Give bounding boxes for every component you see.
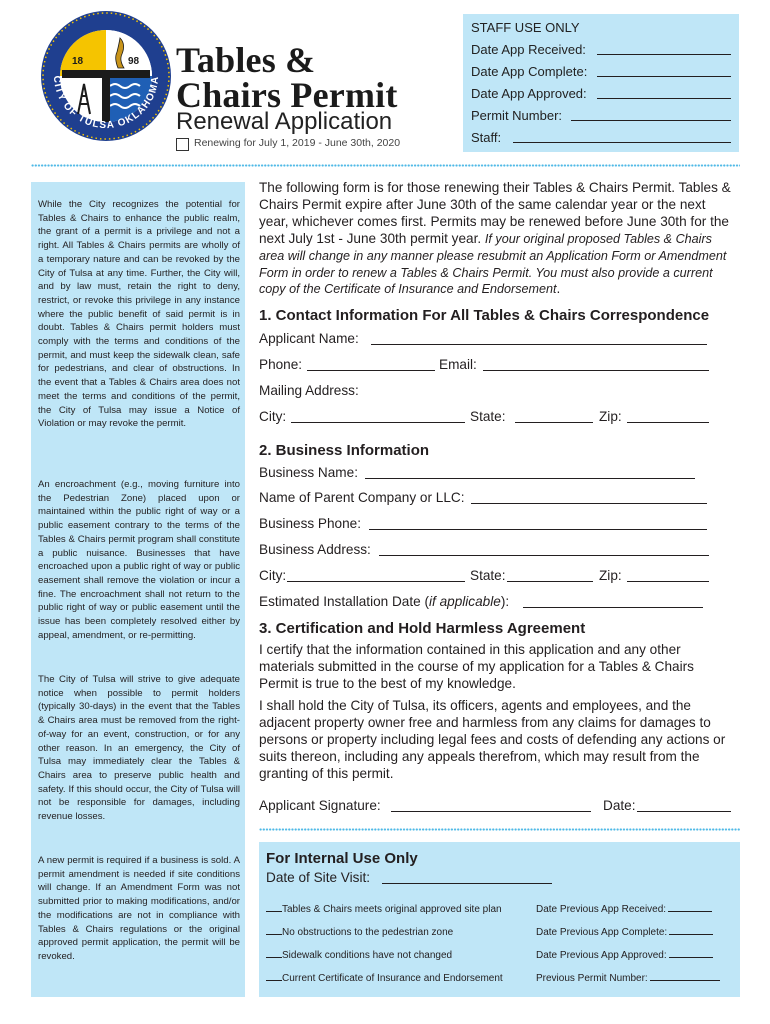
internal-dotted-divider: [259, 827, 740, 832]
business-name-field: [259, 465, 714, 483]
zip-line[interactable]: [627, 409, 709, 423]
staff-field-line[interactable]: [597, 42, 731, 55]
signature-date-line[interactable]: [637, 798, 731, 812]
business-state-line[interactable]: [507, 568, 593, 582]
certification-paragraph: I certify that the information contained in this application and any other materials submitted in the course of my application for a Tables & Chairs Permit is true to the best of my knowledge.: [259, 642, 694, 691]
section-2-title: 2. Business Information: [259, 442, 430, 459]
check-line[interactable]: [266, 934, 282, 935]
install-date-italic: if applicable: [429, 594, 501, 609]
staff-field-label: Permit Number:: [471, 108, 563, 123]
field-label: Date:: [603, 798, 636, 813]
field-label: Business Address:: [259, 542, 371, 557]
parent-company-line[interactable]: [471, 490, 707, 504]
site-visit-field: [266, 870, 556, 888]
field-label: Zip:: [599, 568, 622, 583]
staff-field-label: Date App Approved:: [471, 86, 587, 101]
staff-field-line[interactable]: [571, 108, 731, 121]
field-label: Date of Site Visit:: [266, 870, 371, 885]
applicant-name-field: [259, 331, 714, 349]
sidebar-paragraph-notice: The City of Tulsa will strive to give adequate notice when possible to permit holders (typically 30-days) in the event that the Tables & Chairs area must be removed from the right-of-way for an event, construction, or for any other reason. In an emergency, the City of Tulsa may immediately clear the Tables & Chairs area to preserve public health and safety. If this should occur, the City of Tulsa will not be responsible for damages, including revenue losses.: [38, 674, 240, 823]
signature-line[interactable]: [391, 798, 591, 812]
field-label: Business Name:: [259, 465, 358, 480]
check-site-plan: [266, 904, 502, 915]
check-no-obstructions: [266, 927, 453, 938]
seal-year-right: 98: [128, 56, 140, 67]
prev-line[interactable]: [669, 934, 713, 935]
field-label: State:: [470, 409, 506, 424]
intro-italic-note: If your original proposed Tables & Chairs area will change in any manner please resubmit an Application Form or Amendment Form in order to renew a Tables & Chairs Permit. You must also provide a current copy of the Certificate of Insurance and Endorsement: [259, 231, 727, 297]
business-zip-line[interactable]: [627, 568, 709, 582]
prev-label: Date Previous App Complete:: [536, 927, 668, 938]
internal-title: For Internal Use Only: [266, 850, 418, 867]
field-label: State:: [470, 568, 506, 583]
prev-label: Previous Permit Number:: [536, 973, 648, 984]
staff-field-line[interactable]: [513, 130, 731, 143]
title-line-2: Chairs Permit: [176, 75, 398, 115]
field-label: City:: [259, 409, 287, 424]
staff-field-line[interactable]: [597, 64, 731, 77]
field-label: Phone:: [259, 357, 303, 372]
staff-heading: STAFF USE ONLY: [471, 20, 580, 35]
hold-harmless-paragraph: I shall hold the City of Tulsa, its officers, agents and employees, and the adjacent property owner free and harmless from any claims for damages to persons or property including legal fees and costs of defending any actions or suits thereon, including any appeals therefrom, which may result from the granting of this permit.: [259, 698, 726, 781]
business-phone-field: [259, 516, 714, 534]
section-1-title: 1. Contact Information For All Tables & Chairs Correspondence: [259, 307, 710, 324]
prev-app-complete: [536, 927, 713, 938]
applicant-name-line[interactable]: [371, 331, 707, 345]
staff-field-received: [471, 42, 731, 57]
staff-field-label: Date App Received:: [471, 42, 586, 57]
check-sidewalk: [266, 950, 452, 961]
check-line[interactable]: [266, 980, 282, 981]
field-label: Applicant Signature:: [259, 798, 381, 813]
prev-label: Date Previous App Approved:: [536, 950, 667, 961]
installation-date-field: [259, 594, 714, 612]
check-label: Sidewalk conditions have not changed: [282, 950, 453, 961]
prev-permit-number: [536, 973, 720, 984]
city-of-tulsa-seal-logo: [40, 10, 172, 142]
sidebar-paragraph-encroachment: An encroachment (e.g., moving furniture into the Pedestrian Zone) placed upon or maintained within the public right of way or a public easement contrary to the terms of the Tables & Chairs permit program shall constitute a public nuisance. Businesses that have encroached upon a public right of way or public easement shall remove the violation or incur a fine. The encroachment shall not return to the public right of way or public easement until the issue has been completely resolved either by appeal, amendment, or re-permitting.: [38, 479, 240, 641]
check-insurance: [266, 973, 503, 984]
subtitle: Renewal Application: [176, 108, 393, 135]
sidebar-paragraph-privilege: While the City recognizes the potential for Tables & Chairs to enhance the public realm, the grant of a permit is a privilege and not a right. All Tables & Chairs permits are wholly of a temporary nature and can be revoked by the City of Tulsa at any time. Further, the City will, and by law must, retain the right to deny, restrict, or revoke this privilege in any instance where the public benefit of said permit is in doubt. Tables & Chairs permit holders must comply with the terms and conditions of the permit, and must keep the sidewalk clean, safe for pedestrians, and clear of obstructions. In the event that a Tables & Chairs area does not meet the terms and conditions of the permit, the City of Tulsa may issue a Notice of Violation or may revoke the permit.: [38, 199, 240, 430]
installation-date-line[interactable]: [523, 594, 703, 608]
phone-line[interactable]: [307, 357, 435, 371]
city-state-zip-field: [259, 409, 714, 427]
field-label: Business Phone:: [259, 516, 362, 531]
business-city-line[interactable]: [287, 568, 465, 582]
site-visit-line[interactable]: [382, 870, 552, 884]
intro-paragraph: [259, 180, 735, 298]
prev-line[interactable]: [668, 911, 712, 912]
field-label: Zip:: [599, 409, 622, 424]
staff-field-label: Staff:: [471, 130, 502, 145]
title-line-1: Tables &: [176, 40, 316, 80]
terms-sidebar: [31, 182, 245, 997]
check-line[interactable]: [266, 911, 282, 912]
field-label: City:: [259, 568, 287, 583]
internal-use-box: [259, 842, 740, 997]
prev-line[interactable]: [650, 980, 720, 981]
email-line[interactable]: [483, 357, 709, 371]
intro-text: The following form is for those renewing their Tables & Chairs Permit. Tables & Chairs Permit expire after June 30th of the same calendar year or the next year, whichever comes first. Permits may be renewed before June 30th for the next July 1st - June 30th permit year.: [259, 180, 731, 246]
check-line[interactable]: [266, 957, 282, 958]
prev-line[interactable]: [669, 957, 713, 958]
business-phone-line[interactable]: [369, 516, 707, 530]
field-label: [259, 594, 509, 609]
business-name-line[interactable]: [365, 465, 695, 479]
section-3-title: 3. Certification and Hold Harmless Agreement: [259, 620, 586, 637]
check-label: Tables & Chairs meets original approved site plan: [282, 904, 502, 915]
staff-field-permit-number: [471, 108, 731, 123]
intro-period: .: [556, 281, 561, 297]
staff-field-complete: [471, 64, 731, 79]
staff-use-box: [463, 14, 739, 152]
staff-field-line[interactable]: [597, 86, 731, 99]
business-address-line[interactable]: [379, 542, 709, 556]
renewing-label: Renewing for July 1, 2019 - June 30th, 2020: [194, 137, 401, 149]
seal-year-left: 18: [72, 56, 84, 67]
parent-company-field: [259, 490, 714, 508]
business-city-state-zip-field: [259, 568, 714, 586]
city-line[interactable]: [291, 409, 465, 423]
seal-ring-text: CITY OF TULSA OKLAHOMA: [50, 75, 162, 132]
mailing-address-field: [259, 383, 714, 401]
staff-field-label: Date App Complete:: [471, 64, 588, 79]
phone-email-field: [259, 357, 714, 375]
check-label: Current Certificate of Insurance and Endorsement: [282, 973, 503, 984]
field-label: Applicant Name:: [259, 331, 359, 346]
staff-field-approved: [471, 86, 731, 101]
prev-app-received: [536, 904, 712, 915]
check-label: No obstructions to the pedestrian zone: [282, 927, 454, 938]
field-label: Mailing Address:: [259, 383, 359, 398]
field-label: Email:: [439, 357, 477, 372]
prev-label: Date Previous App Received:: [536, 904, 667, 915]
renewing-checkbox[interactable]: [176, 138, 189, 151]
staff-field-staff: [471, 130, 731, 145]
signature-date-field: [259, 798, 734, 816]
field-label: Name of Parent Company or LLC:: [259, 490, 465, 505]
prev-app-approved: [536, 950, 713, 961]
business-address-field: [259, 542, 714, 560]
install-date-label: Estimated Installation Date (: [259, 594, 430, 609]
install-date-label-end: ):: [500, 594, 510, 609]
top-dotted-divider: [31, 163, 740, 168]
state-line[interactable]: [515, 409, 593, 423]
sidebar-paragraph-new-permit: A new permit is required if a business is sold. A permit amendment is needed if site conditions will change. If an Amendment Form was not submitted prior to making modifications, and/or the modifications are not in compliance with Tables & Chairs regulations or the original approved permit application, the permit will be revoked.: [38, 855, 240, 962]
